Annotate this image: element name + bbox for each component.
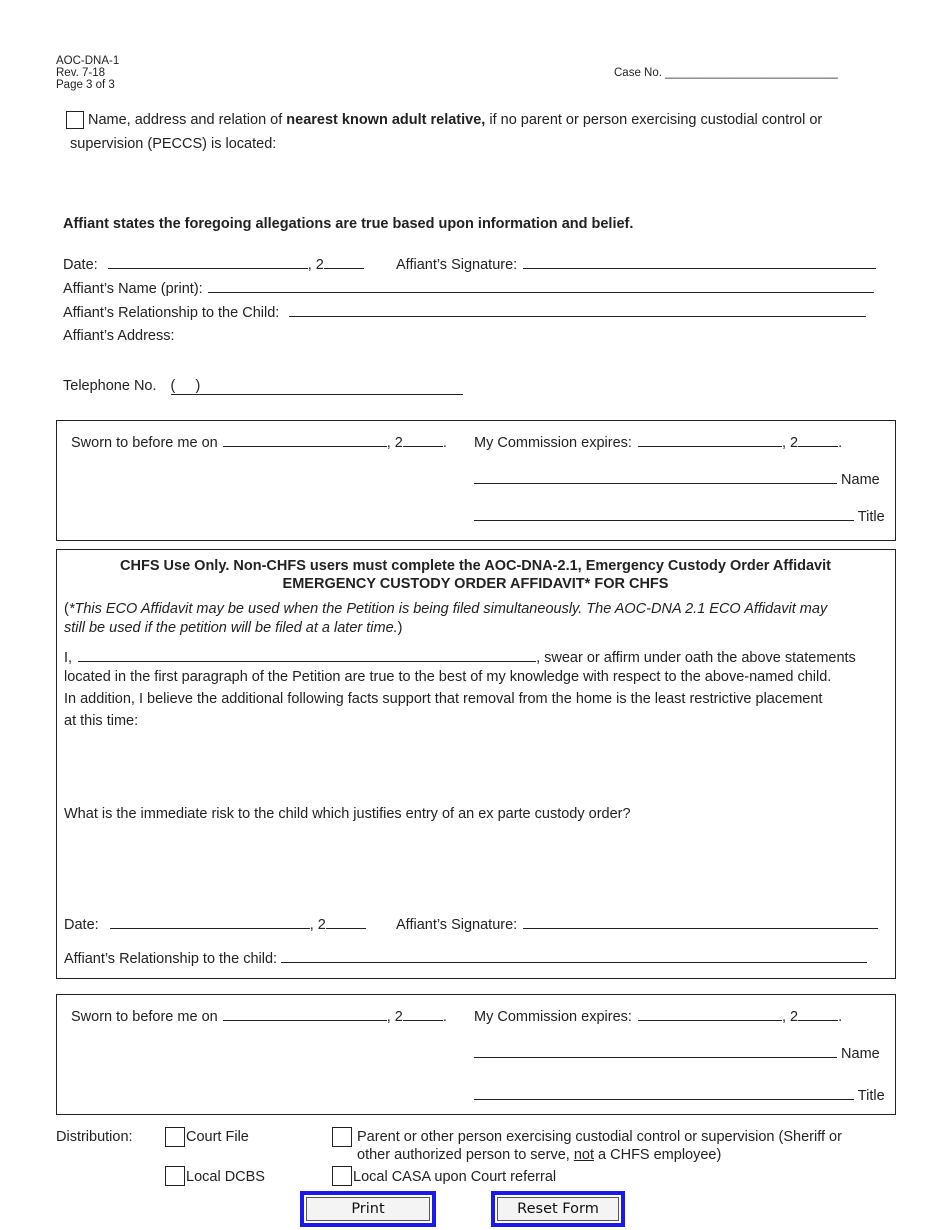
chfs-relationship-label: Affiant’s Relationship to the child: (64, 951, 278, 967)
notary-name-row-1 (474, 470, 880, 488)
nearest-relative-line2: supervision (PECCS) is located: (70, 136, 277, 152)
telephone-label: Telephone No. (63, 378, 157, 394)
print-button-label: Print (306, 1197, 430, 1221)
affiant-signature-label: Affiant’s Signature: (396, 257, 518, 273)
chfs-note-close: ) (397, 620, 403, 636)
notary-name-label-1: Name (841, 472, 880, 488)
chfs-signature-label: Affiant’s Signature: (396, 917, 518, 933)
commission-label-2: My Commission expires: (474, 1009, 632, 1025)
notary-name-field-1[interactable] (474, 470, 837, 484)
notary-title-label-2: Title (857, 1088, 885, 1104)
parent-checkbox[interactable] (332, 1127, 352, 1147)
commission-year-prefix-1: , 2 (781, 435, 799, 451)
commission-row-1 (474, 433, 842, 451)
sworn-year-prefix-2: , 2 (386, 1009, 403, 1025)
chfs-relationship-field[interactable] (281, 949, 867, 963)
chfs-box (56, 549, 896, 979)
sworn-period-2: . (442, 1009, 447, 1025)
case-number (614, 67, 838, 79)
affiant-name-label: Affiant’s Name (print): (63, 281, 203, 297)
nearest-relative-bold: nearest known adult relative, (286, 112, 486, 128)
chfs-note-line1 (64, 601, 827, 617)
telephone-field[interactable] (171, 378, 463, 395)
affiant-name-row (63, 279, 874, 297)
notary-title-label-1: Title (857, 509, 885, 525)
casa-checkbox[interactable] (332, 1166, 352, 1186)
case-number-field[interactable]: ___________________________ (665, 67, 838, 79)
chfs-note-line2 (64, 620, 403, 636)
chfs-para-line2: located in the first paragraph of the Petition are true to the best of my knowledge with respect to the above-named child. (64, 669, 832, 685)
chfs-para-line3: In addition, I believe the additional following facts support that removal from the home is the least restrictive placement (64, 691, 823, 707)
nearest-relative-prefix: Name, address and relation of (88, 112, 287, 128)
chfs-para-line4: at this time: (64, 713, 139, 729)
chfs-signature-row (396, 915, 878, 933)
affiant-name-field[interactable] (208, 279, 874, 293)
chfs-date-field[interactable] (110, 915, 310, 929)
affiant-signature-row (396, 255, 876, 273)
parent-line2-post: a CHFS employee) (594, 1147, 722, 1163)
notary-title-row-1 (474, 507, 885, 525)
sworn-year-field-2[interactable] (403, 1007, 443, 1021)
affiant-year-field[interactable] (324, 255, 364, 269)
sworn-label-2: Sworn to before me on (71, 1009, 218, 1025)
notary-title-field-1[interactable] (474, 507, 854, 521)
chfs-oath-name-field[interactable] (78, 648, 536, 662)
notary-title-field-2[interactable] (474, 1086, 854, 1100)
chfs-year-prefix: , 2 (309, 917, 326, 933)
commission-row-2 (474, 1007, 842, 1025)
sworn-year-prefix-1: , 2 (386, 435, 403, 451)
nearest-relative-text (88, 112, 822, 128)
distribution-label: Distribution: (56, 1129, 133, 1145)
sworn-date-field-2[interactable] (223, 1007, 387, 1021)
notary-name-field-2[interactable] (474, 1044, 837, 1058)
commission-year-field-2[interactable] (798, 1007, 838, 1021)
court-file-label: Court File (186, 1129, 249, 1145)
chfs-relationship-row (64, 949, 867, 967)
telephone-area-code: ( ) (170, 378, 201, 394)
chfs-risk-question: What is the immediate risk to the child which justifies entry of an ex parte custody order? (64, 806, 631, 822)
commission-label-1: My Commission expires: (474, 435, 632, 451)
affiant-signature-field[interactable] (523, 255, 876, 269)
chfs-heading-1: CHFS Use Only. Non-CHFS users must complete the AOC-DNA-2.1, Emergency Custody Order Affidavit (120, 558, 831, 574)
sworn-period-1: . (442, 435, 447, 451)
revision: Rev. 7-18 (56, 67, 106, 79)
commission-year-field-1[interactable] (798, 433, 838, 447)
affiant-date-label: Date: (63, 257, 98, 273)
local-dcbs-label: Local DCBS (186, 1169, 265, 1185)
telephone-row (63, 378, 463, 395)
chfs-note-text1: *This ECO Affidavit may be used when the Petition is being filed simultaneously. The AOC-DNA 2.1 ECO Affidavit may (68, 601, 828, 617)
chfs-oath-row (64, 648, 856, 666)
affiant-address-field[interactable] (200, 320, 886, 360)
court-file-checkbox[interactable] (165, 1127, 185, 1147)
chfs-signature-field[interactable] (523, 915, 878, 929)
affiant-statement: Affiant states the foregoing allegations are true based upon information and belief. (63, 216, 634, 232)
sworn-year-field-1[interactable] (403, 433, 443, 447)
page-number: Page 3 of 3 (56, 79, 115, 91)
chfs-oath-i: I, (64, 650, 73, 666)
affiant-date-row (63, 255, 364, 273)
sworn-row-2 (71, 1007, 447, 1025)
sworn-row-1 (71, 433, 447, 451)
notary-box-2 (56, 994, 896, 1115)
commission-period-1: . (838, 435, 843, 451)
nearest-relative-suffix: if no parent or person exercising custodial control or (485, 112, 823, 128)
affiant-relationship-label: Affiant’s Relationship to the Child: (63, 305, 280, 321)
sworn-label-1: Sworn to before me on (71, 435, 218, 451)
commission-period-2: . (838, 1009, 843, 1025)
chfs-facts-field[interactable] (64, 734, 884, 794)
affiant-date-field[interactable] (108, 255, 308, 269)
commission-date-field-2[interactable] (638, 1007, 782, 1021)
case-number-label: Case No. (614, 67, 666, 79)
chfs-note-open: ( (64, 601, 69, 617)
print-button[interactable] (300, 1191, 436, 1227)
affiant-relationship-row (63, 303, 866, 321)
parent-line1: Parent or other person exercising custodial control or supervision (Sheriff or (357, 1129, 842, 1145)
chfs-risk-field[interactable] (64, 828, 884, 908)
reset-form-button[interactable] (491, 1191, 625, 1227)
affiant-relationship-field[interactable] (289, 303, 866, 317)
notary-box-1 (56, 420, 896, 541)
chfs-note-text2: still be used if the petition will be filed at a later time. (64, 620, 398, 636)
chfs-heading-2: EMERGENCY CUSTODY ORDER AFFIDAVIT* FOR CHFS (282, 576, 669, 592)
affiant-year-prefix: , 2 (307, 257, 324, 273)
casa-label: Local CASA upon Court referral (353, 1169, 557, 1185)
nearest-relative-checkbox[interactable] (66, 111, 84, 129)
affiant-address-label: Affiant’s Address: (63, 328, 175, 344)
chfs-date-row (64, 915, 366, 933)
parent-line2 (357, 1147, 721, 1163)
parent-not: not (573, 1147, 594, 1163)
reset-form-button-label: Reset Form (497, 1197, 619, 1221)
sworn-date-field-1[interactable] (223, 433, 387, 447)
chfs-date-label: Date: (64, 917, 99, 933)
commission-year-prefix-2: , 2 (781, 1009, 799, 1025)
commission-date-field-1[interactable] (638, 433, 782, 447)
notary-title-row-2 (474, 1086, 885, 1104)
form-id: AOC-DNA-1 (56, 55, 120, 67)
chfs-year-field[interactable] (326, 915, 366, 929)
parent-line2-pre: other authorized person to serve, (357, 1147, 574, 1163)
chfs-oath-rest: , swear or affirm under oath the above statements (536, 650, 856, 666)
local-dcbs-checkbox[interactable] (165, 1166, 185, 1186)
notary-name-row-2 (474, 1044, 880, 1062)
notary-name-label-2: Name (841, 1046, 880, 1062)
